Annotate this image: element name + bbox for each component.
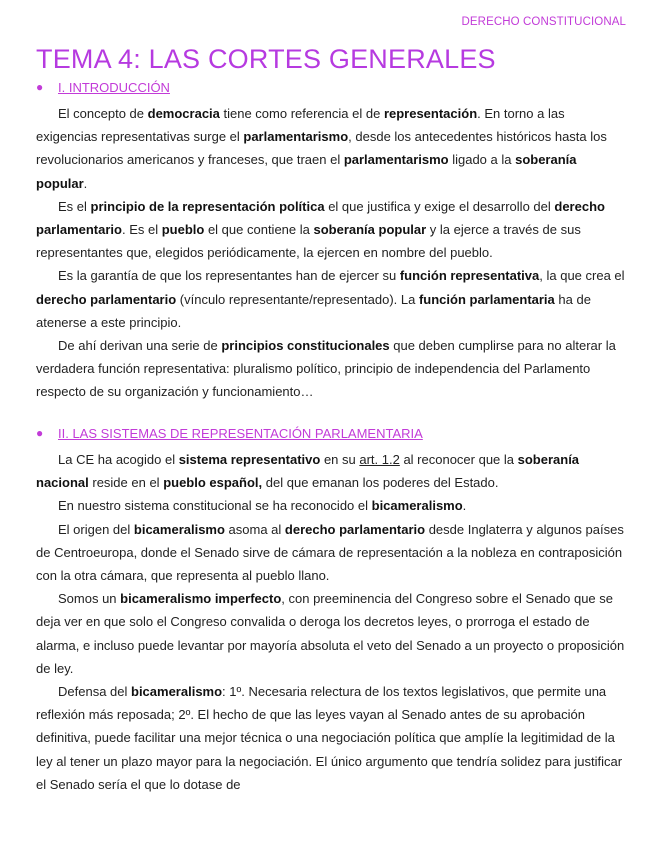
bold-term: parlamentarismo: [243, 129, 349, 145]
bold-term: pueblo: [161, 222, 205, 238]
text-run: del que emanan los poderes del Estado.: [262, 475, 499, 491]
text-run: .: [83, 175, 88, 191]
bullet-icon: ●: [36, 426, 44, 440]
text-run: En nuestro sistema constitucional se ha reconocido el: [58, 498, 372, 514]
paragraph: [36, 102, 626, 195]
text-run: El concepto de: [58, 106, 148, 121]
text-run: .: [462, 498, 467, 514]
bold-term: pueblo español,: [163, 475, 263, 491]
text-run: De ahí derivan una serie de: [58, 338, 222, 354]
bold-term: derecho parlamentario: [284, 521, 426, 537]
bold-term: soberanía popular: [36, 152, 577, 191]
bold-term: derecho parlamentario: [36, 198, 605, 238]
paragraph: [36, 448, 626, 494]
text-run: Defensa del: [58, 684, 131, 700]
section-sistemas-representacion: [36, 426, 626, 796]
text-run: La CE ha acogido el: [58, 452, 179, 467]
bold-term: soberanía nacional: [36, 452, 580, 491]
bold-term: bicameralismo imperfecto: [120, 591, 282, 607]
text-run: y la ejerce a través de sus representantes que, elegidos periódicamente, la ejercen en nombre del pueblo.: [36, 222, 581, 261]
text-run: tiene como referencia el de: [219, 106, 384, 121]
text-run: reside en el: [88, 475, 164, 491]
page-title: TEMA 4: LAS CORTES GENERALES: [36, 44, 496, 74]
text-run: el que contiene la: [204, 222, 314, 238]
text-run: al reconocer que la: [399, 452, 518, 467]
text-run: . En torno a las exigencias representativas surge el: [36, 106, 565, 145]
bold-term: bicameralismo: [371, 498, 463, 514]
bullet-icon: ●: [36, 80, 44, 94]
text-run: , desde los antecedentes históricos hasta los revolucionarios americanos y franceses, que traen el: [36, 129, 607, 168]
text-run: asoma al: [224, 521, 285, 537]
text-run: : 1º. Necesaria relectura de los textos legislativos, que permite una reflexión más reposada; 2º. El hecho de que las leyes vayan al Senado antes de su aprobación definitiva, puede facilitar una mejor técnica o una negociación política que amplíe la legitimidad de la ley al tener un plazo mayor para la negociación. El único argumento que tendría solidez para justificar el Senado sería el que lo dotase de: [36, 684, 623, 792]
text-run: El origen del: [58, 521, 134, 537]
section-heading: [36, 426, 626, 448]
text-run: Somos un: [58, 591, 121, 607]
section-title: I. INTRODUCCIÓN: [58, 80, 170, 95]
paragraph: [36, 334, 626, 404]
bold-term: sistema representativo: [178, 452, 321, 467]
article-reference: art. 1.2: [359, 452, 400, 467]
document-subject-header: DERECHO CONSTITUCIONAL: [461, 16, 626, 28]
bold-term: principio de la representación política: [90, 198, 325, 214]
text-run: en su: [320, 452, 360, 467]
text-run: el que justifica y exige el desarrollo del: [324, 198, 555, 214]
bold-term: democracia: [147, 106, 220, 121]
text-run: Es la garantía de que los representantes han de ejercer su: [58, 268, 400, 284]
text-run: , la que crea el: [539, 268, 625, 284]
bold-term: derecho parlamentario: [36, 291, 177, 307]
section-title: II. LAS SISTEMAS DE REPRESENTACIÓN PARLAMENTARIA: [58, 426, 423, 441]
text-run: , con preeminencia del Congreso sobre el Senado que se deja ver en que solo el Congreso convalida o deroga los decretos leyes, o prorroga el estado de alarma, e incluso puede levantar por mayoría absoluta el veto del Senado a un proyecto o proposición de ley.: [36, 591, 625, 676]
text-run: que deben cumplirse para no alterar la verdadera función representativa: pluralismo político, principio de independencia del Parlamento respecto de su organización y funcionamiento…: [36, 338, 616, 400]
bold-term: representación: [383, 106, 478, 121]
bold-term: soberanía popular: [313, 222, 427, 238]
paragraph: [36, 680, 626, 796]
bold-term: bicameralismo: [133, 521, 225, 537]
text-run: (vínculo representante/representado). La: [176, 291, 419, 307]
bold-term: función representativa: [399, 268, 540, 284]
text-run: . Es el: [121, 222, 162, 238]
paragraph: [36, 494, 626, 517]
paragraph: [36, 264, 626, 334]
bold-term: bicameralismo: [131, 684, 223, 700]
bold-term: principios constitucionales: [221, 338, 390, 354]
text-run: ha de atenerse a este principio.: [36, 291, 591, 330]
section-introduccion: [36, 80, 626, 404]
paragraph: [36, 518, 626, 588]
section-heading: [36, 80, 626, 102]
text-run: Es el: [58, 198, 91, 214]
bold-term: parlamentarismo: [343, 152, 449, 168]
paragraph: [36, 587, 626, 680]
paragraph: [36, 195, 626, 265]
bold-term: función parlamentaria: [418, 291, 555, 307]
text-run: ligado a la: [448, 152, 516, 168]
text-run: desde Inglaterra y algunos países de Centroeuropa, donde el Senado sirve de cámara de representación a la nobleza en contraposición con la otra cámara, que representa al pueblo llano.: [36, 521, 624, 584]
